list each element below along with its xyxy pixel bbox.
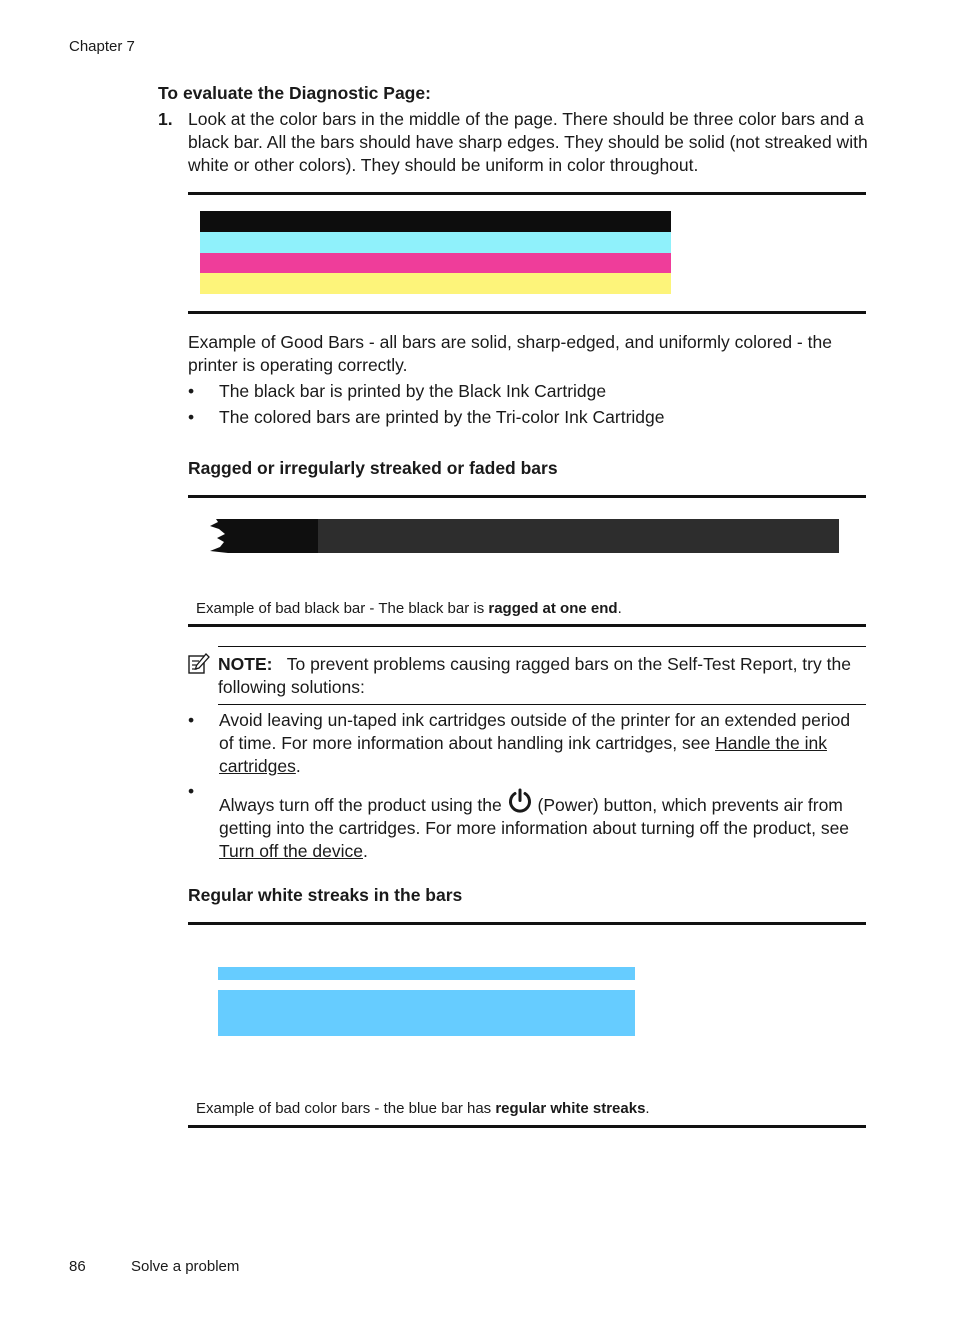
note-top-rule	[218, 646, 866, 647]
magenta-bar	[200, 253, 671, 273]
figure-top-rule	[188, 495, 866, 498]
good-bars-figure	[200, 211, 672, 295]
faded-black-bar	[318, 519, 839, 553]
yellow-bar	[200, 273, 671, 294]
figure-bottom-rule	[188, 624, 866, 627]
solution-item-2: Always turn off the product using the (Power) button, which prevents air from getting into the cartridges. For more information about turning off the product, see Turn off the device.	[219, 788, 869, 863]
list-item: The colored bars are printed by the Tri-color Ink Cartridge	[219, 407, 665, 427]
handle-ink-cartridges-link[interactable]: Handle the ink cartridges	[219, 733, 827, 776]
bullet-icon: •	[188, 710, 195, 730]
good-bars-caption: Example of Good Bars - all bars are solid, sharp-edged, and uniformly colored - the printer is operating correctly.	[188, 332, 832, 375]
streaks-caption: Example of bad color bars - the blue bar has regular white streaks.	[196, 1100, 650, 1117]
step-1-text: Look at the color bars in the middle of the page. There should be three color bars and a black bar. All the bars should have sharp edges. They should be solid (not streaked with white or other colors). They should be uniform in color throughout.	[188, 109, 868, 175]
procedure-title: To evaluate the Diagnostic Page:	[158, 83, 431, 103]
streaked-bar-figure	[218, 967, 636, 1037]
blue-bar-lower	[218, 990, 635, 1036]
bullet-icon: •	[188, 781, 195, 801]
note-icon	[188, 653, 210, 675]
figure-top-rule	[188, 922, 866, 925]
ragged-black-bar	[210, 519, 318, 553]
ragged-bar-figure	[206, 517, 842, 557]
bullet-icon: •	[188, 381, 195, 401]
bullet-icon: •	[188, 407, 195, 427]
note-text: NOTE: To prevent problems causing ragged bars on the Self-Test Report, try the following solutions:	[218, 654, 851, 697]
running-header: Chapter 7	[69, 38, 135, 55]
list-item: The black bar is printed by the Black Ink Cartridge	[219, 381, 607, 401]
power-icon	[507, 788, 533, 814]
footer-section-title: Solve a problem	[131, 1258, 240, 1275]
ragged-caption: Example of bad black bar - The black bar is ragged at one end.	[196, 600, 622, 617]
section-heading-ragged: Ragged or irregularly streaked or faded bars	[188, 458, 558, 478]
white-streak	[218, 980, 635, 990]
page-number: 86	[69, 1258, 86, 1275]
note-bottom-rule	[218, 704, 866, 705]
cyan-bar	[200, 232, 671, 253]
step-number: 1.	[158, 109, 173, 129]
figure-bottom-rule	[188, 1125, 866, 1128]
figure-bottom-rule	[188, 311, 866, 314]
black-bar	[200, 211, 671, 232]
blue-bar-upper	[218, 967, 635, 980]
solution-item-1: Avoid leaving un-taped ink cartridges outside of the printer for an extended period of time. For more information about handling ink cartridges, see Handle the ink cartridges.	[219, 710, 851, 776]
figure-top-rule	[188, 192, 866, 195]
turn-off-device-link[interactable]: Turn off the device	[219, 841, 363, 861]
section-heading-streaks: Regular white streaks in the bars	[188, 885, 463, 905]
